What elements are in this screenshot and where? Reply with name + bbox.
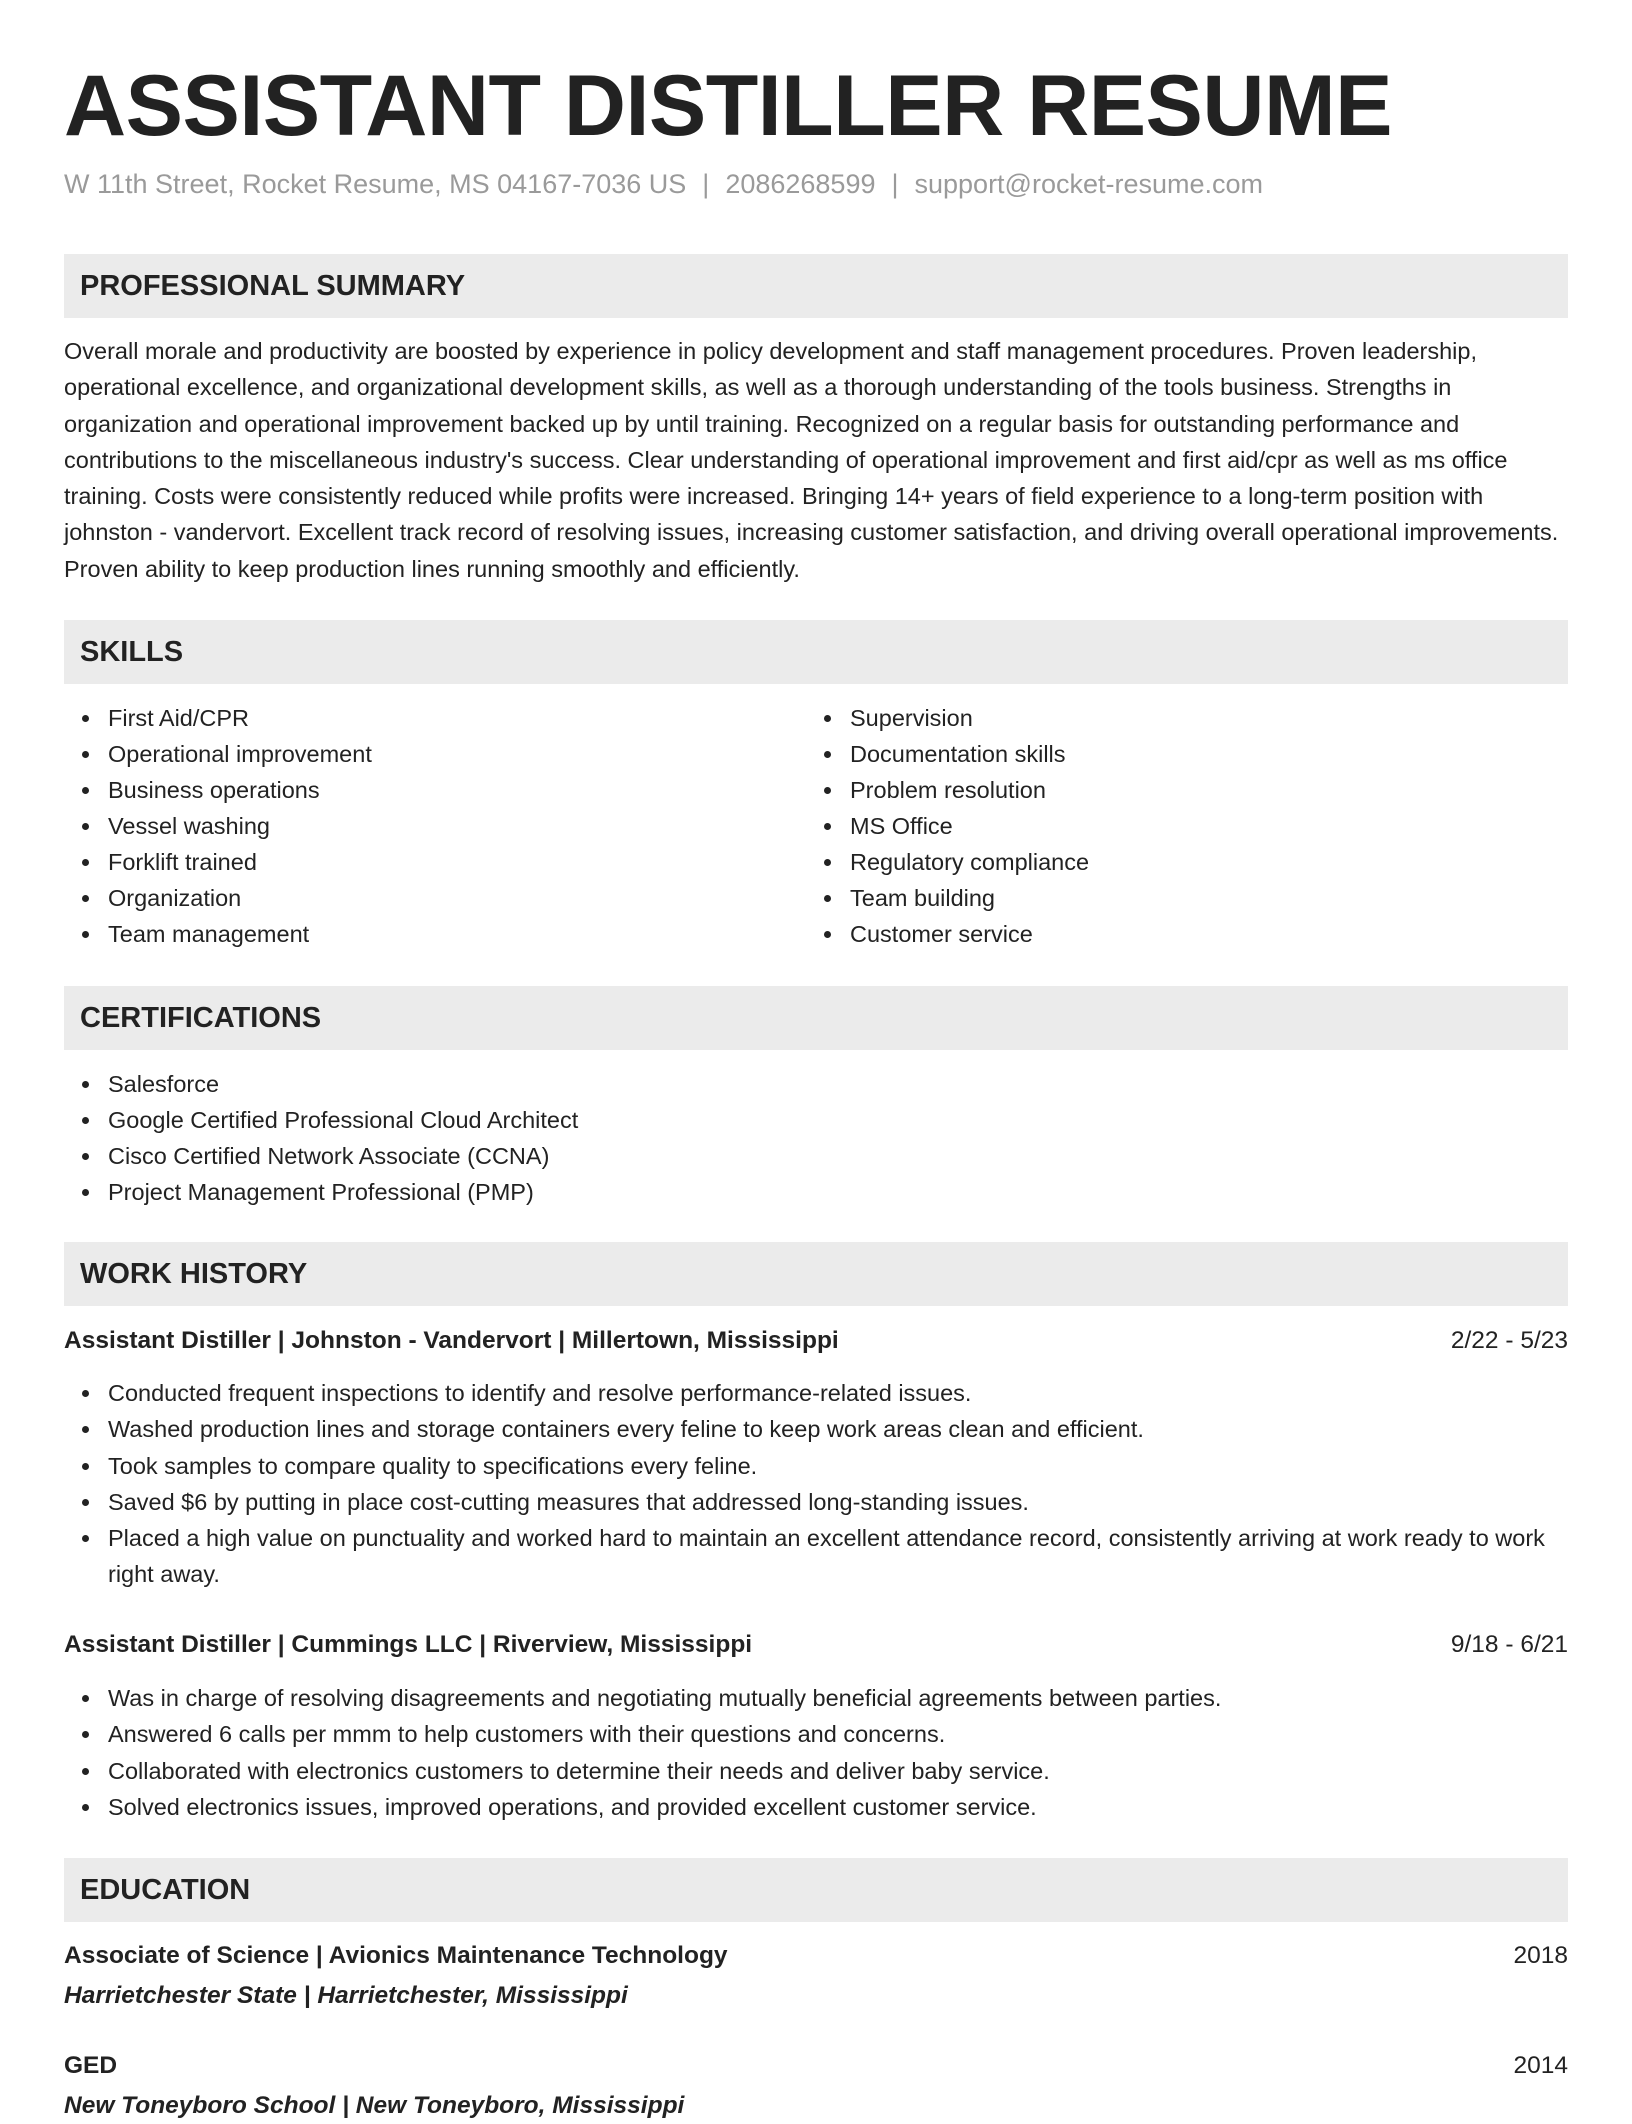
job-heading (64, 1323, 1568, 1359)
skill-item: Operational improvement (64, 736, 764, 772)
certification-item: Project Management Professional (PMP) (64, 1174, 1568, 1210)
resume-title: ASSISTANT DISTILLER RESUME (64, 58, 1393, 154)
contact-separator: | (891, 169, 899, 199)
certification-item: Cisco Certified Network Associate (CCNA) (64, 1138, 1568, 1174)
education-degree: Associate of Science | Avionics Maintenance Technology (64, 1942, 728, 1969)
job-bullet: Was in charge of resolving disagreements and negotiating mutually beneficial agreements between parties. (64, 1680, 1568, 1716)
skill-item: Regulatory compliance (806, 844, 1506, 880)
job-dates: 9/18 - 6/21 (1450, 1631, 1568, 1658)
skill-item: Team management (64, 916, 764, 952)
skills-heading: SKILLS (64, 620, 1568, 684)
job-bullet: Washed production lines and storage containers every feline to keep work areas clean and efficient. (64, 1411, 1568, 1447)
job-bullets (64, 1375, 1568, 1593)
job-dates: 2/22 - 5/23 (1450, 1327, 1568, 1354)
contact-line (64, 166, 1263, 202)
contact-phone: 2086268599 (725, 169, 876, 199)
skill-item: First Aid/CPR (64, 700, 764, 736)
education-year: 2018 (1513, 1942, 1568, 1969)
summary-heading: PROFESSIONAL SUMMARY (64, 254, 1568, 318)
education-degree: GED (64, 2052, 118, 2079)
job-bullet: Conducted frequent inspections to identify and resolve performance-related issues. (64, 1375, 1568, 1411)
skill-item: Business operations (64, 772, 764, 808)
skill-item: MS Office (806, 808, 1506, 844)
skills-list-left (64, 700, 764, 952)
skill-item: Team building (806, 880, 1506, 916)
skill-item: Forklift trained (64, 844, 764, 880)
job-bullet: Took samples to compare quality to specifications every feline. (64, 1448, 1568, 1484)
job-title: Assistant Distiller | Johnston - Vandervort | Millertown, Mississippi (64, 1327, 839, 1354)
education-heading: EDUCATION (64, 1858, 1568, 1922)
job-heading (64, 1627, 1568, 1663)
skill-item: Supervision (806, 700, 1506, 736)
education-year: 2014 (1513, 2052, 1568, 2079)
job-title: Assistant Distiller | Cummings LLC | Riverview, Mississippi (64, 1631, 753, 1658)
education-school: Harrietchester State | Harrietchester, Mississippi (64, 1982, 628, 2009)
certification-item: Google Certified Professional Cloud Architect (64, 1102, 1568, 1138)
skill-item: Vessel washing (64, 808, 764, 844)
work-history-heading: WORK HISTORY (64, 1242, 1568, 1306)
contact-email: support@rocket-resume.com (914, 169, 1264, 199)
skill-item: Organization (64, 880, 764, 916)
certifications-heading: CERTIFICATIONS (64, 986, 1568, 1050)
education-degree-row (64, 1938, 1568, 1974)
contact-address: W 11th Street, Rocket Resume, MS 04167-7036 US (64, 169, 687, 199)
summary-text: Overall morale and productivity are boosted by experience in policy development and staff management procedures. Proven leadership, operational excellence, and organizational development skills, as well as a thorough understanding of the tools business. Strengths in organization and operational improvement backed up by until training. Recognized on a regular basis for outstanding performance and contributions to the miscellaneous industry's success. Clear understanding of operational improvement and first aid/cpr as well as ms office training. Costs were consistently reduced while profits were increased. Bringing 14+ years of field experience to a long-term position with johnston - vandervort. Excellent track record of resolving issues, increasing customer satisfaction, and driving overall operational improvements. Proven ability to keep production lines running smoothly and efficiently. (64, 338, 1559, 582)
job-bullet: Placed a high value on punctuality and worked hard to maintain an excellent attendance record, consistently arriving at work ready to work right away. (64, 1520, 1568, 1593)
skill-item: Documentation skills (806, 736, 1506, 772)
education-school: New Toneyboro School | New Toneyboro, Mississippi (64, 2092, 685, 2119)
skill-item: Customer service (806, 916, 1506, 952)
skills-list-right (806, 700, 1506, 952)
job-bullets (64, 1680, 1568, 1825)
certifications-list (64, 1066, 1568, 1210)
job-bullet: Solved electronics issues, improved operations, and provided excellent customer service. (64, 1789, 1568, 1825)
certification-item: Salesforce (64, 1066, 1568, 1102)
job-bullet: Saved $6 by putting in place cost-cutting measures that addressed long-standing issues. (64, 1484, 1568, 1520)
contact-separator: | (702, 169, 710, 199)
skill-item: Problem resolution (806, 772, 1506, 808)
job-bullet: Answered 6 calls per mmm to help customers with their questions and concerns. (64, 1716, 1568, 1752)
education-degree-row (64, 2048, 1568, 2084)
job-bullet: Collaborated with electronics customers to determine their needs and deliver baby service. (64, 1753, 1568, 1789)
